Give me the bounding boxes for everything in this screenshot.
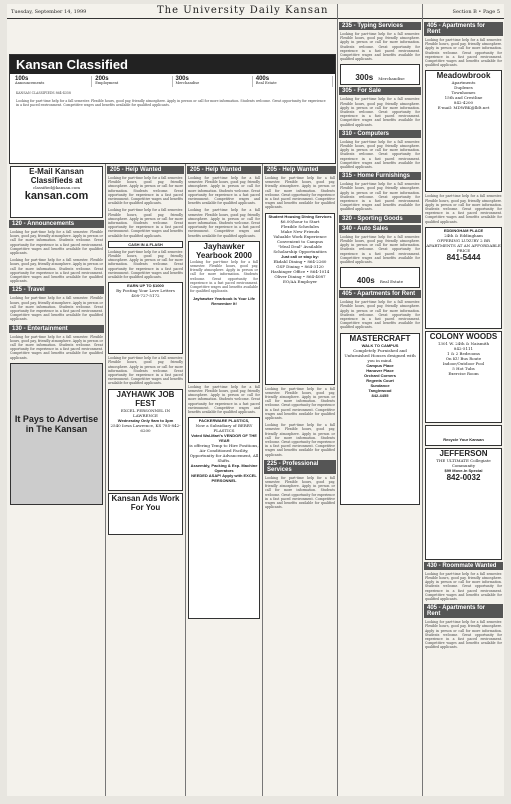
section-header: 405 - Apartments for Rent	[424, 22, 503, 36]
index-cell: 300s Merchandise	[173, 76, 253, 87]
column-rule	[337, 4, 338, 796]
eddingham-ad: EDDINGHAM PLACE 24th & Eddingham OFFERING LUXURY 2 BR APARTMENTS AT AN AFFORDABLE PRICE 841-5444	[425, 227, 502, 329]
section-header: 120 - Announcements	[9, 220, 104, 228]
help-column-1: 205 - Help Wanted Looking for part-time help for a fall semester. Flexible hours, good pay, friendly atmosphere. Apply in person or call for more information. Students welcome. Great opportunity for experience in a fast paced environment. Competitive wages and benefits available for qualified applicants. Looking for part-time help for a fall semester. Flexible hours, good pay, friendly atmosphere. Apply in person or call for more information. Students welcome. Great opportunity for experience in a fast paced environment. Competitive wages and benefits available for qualified applicants. CASH IN A FLASH Looking for part-time help for a fall semester. Flexible hours, good pay, friendly atmosphere. Apply in person or call for more information. Students welcome. Great opportunity for experience in a fast paced environment. Competitive wages and benefits available for qualified applicants. EARN UP TO $1000 By Posting Your Love Letters 408-727-5172 Looking for part-time help for a fall semester. Flexible hours, good pay, friendly atmosphere. Apply in person or call for more information. Students welcome. Great opportunity for experience in a fast paced environment. Competitive wages and benefits available for qualified applicants. JAYHAWK JOB FEST EXCEL PERSONNEL IN LAWRENCE Wednesday Only 9am to 3pm 2540 Iowa Lawrence, KS 785-842-6200 Kansan Ads Work For You	[107, 164, 184, 794]
real-estate-banner: 400s Real Estate	[340, 267, 420, 288]
section-header: 405 - Apartments for Rent	[424, 604, 503, 618]
it-pays-ad: It Pays to Advertise in The Kansan	[10, 363, 103, 505]
left-column: E-Mail Kansan Classifieds at classified@kansan.com kansan.com 120 - Announcements Looking for part-time help for a fall semester. Flexible hours, good pay, friendly atmosphere. Apply in person or call for more information. Students welcome. Great opportunity for experience in a fast paced environment. Competitive wages and benefits available for qualified applicants. Looking for part-time help for a fall semester. Flexible hours, good pay, friendly atmosphere. Apply in person or call for more information. Students welcome. Great opportunity for experience in a fast paced environment. Competitive wages and benefits available for qualified applicants. 125 - Travel Looking for part-time help for a fall semester. Flexible hours, good pay, friendly atmosphere. Apply in person or call for more information. Students welcome. Great opportunity for experience in a fast paced environment. Competitive wages and benefits available for qualified applicants. 130 - Entertainment Looking for part-time help for a fall semester. Flexible hours, good pay, friendly atmosphere. Apply in person or call for more information. Students welcome. Great opportunity for experience in a fast paced environment. Competitive wages and benefits available for qualified applicants. It Pays to Advertise in The Kansan	[9, 164, 104, 794]
help-column-2: 205 - Help Wanted Looking for part-time help for a fall semester. Flexible hours, good pay, friendly atmosphere. Apply in person or call for more information. Students welcome. Great opportunity for experience in a fast paced environment. Competitive wages and benefits available for qualified applicants. Looking for part-time help for a fall semester. Flexible hours, good pay, friendly atmosphere. Apply in person or call for more information. Students welcome. Great opportunity for experience in a fast paced environment. Competitive wages and benefits available for qualified applicants. Jayhawker Yearbook 2000 Looking for part-time help for a fall semester. Flexible hours, good pay, friendly atmosphere. Apply in person or call for more information. Students welcome. Great opportunity for experience in a fast paced environment. Competitive wages and benefits available for qualified applicants. Jayhawker Yearbook Is Your Life Remember It! Looking for part-time help for a fall semester. Flexible hours, good pay, friendly atmosphere. Apply in person or call for more information. Students welcome. Great opportunity for experience in a fast paced environment. Competitive wages and benefits available for qualified applicants. PACKERWARE PLASTICS, Now a Subsidiary of BERRY PLASTICS Voted Wal-Mart's VENDOR OF THE YEAR is offering Temp to Hire Positions, Air Conditioned Facility, Opportunity for Advancement, All Shifts. Assembly, Packing & Exp. Machine Operators NEEDED ASAP! Apply with EXCEL PERSONNEL	[187, 164, 261, 794]
section-header: 305 - For Sale	[339, 87, 421, 95]
packerware-ad: PACKERWARE PLASTICS, Now a Subsidiary of BERRY PLASTICS Voted Wal-Mart's VENDOR OF THE YEAR is offering Temp to Hire Positions, Air Conditioned Facility, Opportunity for Advancement, All Shifts. Assembly, Packing & Exp. Machine Operators NEEDED ASAP! Apply with EXCEL PERSONNEL	[188, 417, 260, 619]
section-header: 430 - Roommate Wanted	[424, 562, 503, 570]
newspaper-page	[7, 4, 504, 796]
cash-ad: CASH IN A FLASH	[108, 241, 183, 248]
section-header: 205 - Help Wanted	[264, 166, 336, 174]
index-cell: 200s Employment	[92, 76, 172, 87]
section-header: 225 - Professional Services	[264, 460, 336, 474]
help-column-3: 205 - Help Wanted Looking for part-time help for a fall semester. Flexible hours, good pay, friendly atmosphere. Apply in person or call for more information. Students welcome. Great opportunity for experience in a fast paced environment. Competitive wages and benefits available for qualified applicants. Student Housing Dining Services $6.00/hour to Start Flexible Schedules Make New Friends Valuable Work Experience Convenient to Campus "Meal Deal" Available Scholarship Opportunities Just call or stop by: Ekdahl Dining • 864-2260 GSP Dining • 864-3120 Hashinger Office • 864-1014 Oliver Dining • 864-4087 EO/AA Employer Looking for part-time help for a fall semester. Flexible hours, good pay, friendly atmosphere. Apply in person or call for more information. Students welcome. Great opportunity for experience in a fast paced environment. Competitive wages and benefits available for qualified applicants. Looking for part-time help for a fall semester. Flexible hours, good pay, friendly atmosphere. Apply in person or call for more information. Students welcome. Great opportunity for experience in a fast paced environment. Competitive wages and benefits available for qualified applicants. 225 - Professional Services Looking for part-time help for a fall semester. Flexible hours, good pay, friendly atmosphere. Apply in person or call for more information. Students welcome. Great opportunity for experience in a fast paced environment. Competitive wages and benefits available for qualified applicants.	[265, 167, 335, 510]
kansan-ads-ad: Kansan Ads Work For You	[108, 493, 183, 535]
section-header: 405 - Apartments for Rent	[339, 290, 421, 298]
index-cell: 100s Announcements	[12, 76, 92, 87]
index-cell: 400s Real Estate	[253, 76, 333, 87]
classified-policy: Looking for part-time help for a fall semester. Flexible hours, good pay, friendly atmosphere. Apply in person or call for more information. Students welcome. Great opportunity for experience in a fast paced environment. Competitive wages and benefits available for qualified applicants.	[16, 98, 326, 107]
section-header: 235 - Typing Services	[339, 22, 421, 30]
jefferson-ad: JEFFERSON THE ULTIMATE Collegiate Community $99 Move-In Special 842-0032	[425, 448, 502, 560]
dining-ad: Student Housing Dining Services $6.00/hour to Start Flexible Schedules Make New Friends Valuable Work Experience Convenient to Campus "Meal Deal" Available Scholarship Opportunities Just call or stop by: Ekdahl Dining • 864-2260 GSP Dining • 864-3120 Hashinger Office • 864-1014 Oliver Dining • 864-4087 EO/AA Employer	[265, 213, 335, 385]
colony-woods-ad: COLONY WOODS 1301 W. 24th & Naismith 842-5111 1 & 2 Bedrooms On KU Bus Route Indoor/Outdoor Pool 5 Hot Tubs Exercise Room	[425, 331, 502, 423]
column-rule	[422, 4, 423, 796]
section-header: 310 - Computers	[339, 130, 421, 138]
classified-phone: KANSAN CLASSIFIEDS 864-4358	[16, 90, 71, 95]
masthead-title: The University Daily Kansan	[157, 5, 329, 16]
email-ad: E-Mail Kansan Classifieds at classified@kansan.com kansan.com	[10, 166, 103, 218]
meadowbrook-ad: Meadowbrook Apartments Duplexes Townhomes 15th and Crestline 842-4200 E-mail: MDWBK@lldt.net	[425, 70, 502, 192]
merch-banner: 300s Merchandise	[340, 64, 420, 85]
section-header: 320 - Sporting Goods	[339, 215, 421, 223]
column-rule	[105, 164, 106, 796]
masthead-section: Section B • Page 5	[452, 9, 500, 15]
column-rule	[262, 64, 263, 796]
yearbook-ad: Jayhawker Yearbook 2000 Looking for part-time help for a fall semester. Flexible hours, good pay, friendly atmosphere. Apply in person or call for more information. Students welcome. Great opportunity for experience in a fast paced environment. Competitive wages and benefits available for qualified applicants. Jayhawker Yearbook Is Your Life Remember It!	[188, 241, 260, 383]
section-header: 315 - Home Furnishings	[339, 172, 421, 180]
column-rule	[185, 164, 186, 796]
section-header: 125 - Travel	[9, 286, 104, 294]
section-header: 340 - Auto Sales	[339, 225, 421, 233]
mastercraft-ad: MASTERCRAFT WALK TO CAMPUS Completely Furnished and Unfurnished Houses designed with you in mind. Campus Place Hanover Place Orchard Corners Regents Court Sundance Tanglewood 842-4455	[340, 333, 420, 505]
earn-ad: EARN UP TO $1000 By Posting Your Love Letters 408-727-5172	[108, 282, 183, 354]
merch-column: 235 - Typing Services Looking for part-time help for a fall semester. Flexible hours, good pay, friendly atmosphere. Apply in person or call for more information. Students welcome. Great opportunity for experience in a fast paced environment. Competitive wages and benefits available for qualified applicants. 300s Merchandise 305 - For Sale Looking for part-time help for a fall semester. Flexible hours, good pay, friendly atmosphere. Apply in person or call for more information. Students welcome. Great opportunity for experience in a fast paced environment. Competitive wages and benefits available for qualified applicants. 310 - Computers Looking for part-time help for a fall semester. Flexible hours, good pay, friendly atmosphere. Apply in person or call for more information. Students welcome. Great opportunity for experience in a fast paced environment. Competitive wages and benefits available for qualified applicants. 315 - Home Furnishings Looking for part-time help for a fall semester. Flexible hours, good pay, friendly atmosphere. Apply in person or call for more information. Students welcome. Great opportunity for experience in a fast paced environment. Competitive wages and benefits available for qualified applicants. 320 - Sporting Goods 340 - Auto Sales Looking for part-time help for a fall semester. Flexible hours, good pay, friendly atmosphere. Apply in person or call for more information. Students welcome. Great opportunity for experience in a fast paced environment. Competitive wages and benefits available for qualified applicants. 400s Real Estate 405 - Apartments for Rent Looking for part-time help for a fall semester. Flexible hours, good pay, friendly atmosphere. Apply in person or call for more information. Students welcome. Great opportunity for experience in a fast paced environment. Competitive wages and benefits available for qualified applicants. MASTERCRAFT WALK TO CAMPUS Completely Furnished and Unfurnished Houses designed with you in mind. Campus Place Hanover Place Orchard Corners Regents Court Sundance Tanglewood 842-4455	[339, 20, 421, 794]
section-header: 205 - Help Wanted	[107, 166, 184, 174]
apartments-column: 405 - Apartments for Rent Looking for part-time help for a fall semester. Flexible hours, good pay, friendly atmosphere. Apply in person or call for more information. Students welcome. Great opportunity for experience in a fast paced environment. Competitive wages and benefits available for qualified applicants. Meadowbrook Apartments Duplexes Townhomes 15th and Crestline 842-4200 E-mail: MDWBK@lldt.net Looking for part-time help for a fall semester. Flexible hours, good pay, friendly atmosphere. Apply in person or call for more information. Students welcome. Great opportunity for experience in a fast paced environment. Competitive wages and benefits available for qualified applicants. EDDINGHAM PLACE 24th & Eddingham OFFERING LUXURY 2 BR APARTMENTS AT AN AFFORDABLE PRICE 841-5444 COLONY WOODS 1301 W. 24th & Naismith 842-5111 1 & 2 Bedrooms On KU Bus Route Indoor/Outdoor Pool 5 Hot Tubs Exercise Room Recycle Your Kansan JEFFERSON THE ULTIMATE Collegiate Community $99 Move-In Special 842-0032 430 - Roommate Wanted Looking for part-time help for a fall semester. Flexible hours, good pay, friendly atmosphere. Apply in person or call for more information. Students welcome. Great opportunity for experience in a fast paced environment. Competitive wages and benefits available for qualified applicants. 405 - Apartments for Rent Looking for part-time help for a fall semester. Flexible hours, good pay, friendly atmosphere. Apply in person or call for more information. Students welcome. Great opportunity for experience in a fast paced environment. Competitive wages and benefits available for qualified applicants.	[425, 23, 502, 650]
section-header: 205 - Help Wanted	[187, 166, 261, 174]
masthead	[7, 4, 504, 19]
recycle-banner: Recycle Your Kansan	[425, 425, 502, 446]
classified-title: Kansan Classified	[10, 55, 335, 74]
section-header: 130 - Entertainment	[9, 325, 104, 333]
job-fest-ad: JAYHAWK JOB FEST EXCEL PERSONNEL IN LAWRENCE Wednesday Only 9am to 3pm 2540 Iowa Lawrence, KS 785-842-6200	[108, 389, 183, 491]
masthead-date: Tuesday, September 14, 1999	[11, 9, 87, 15]
